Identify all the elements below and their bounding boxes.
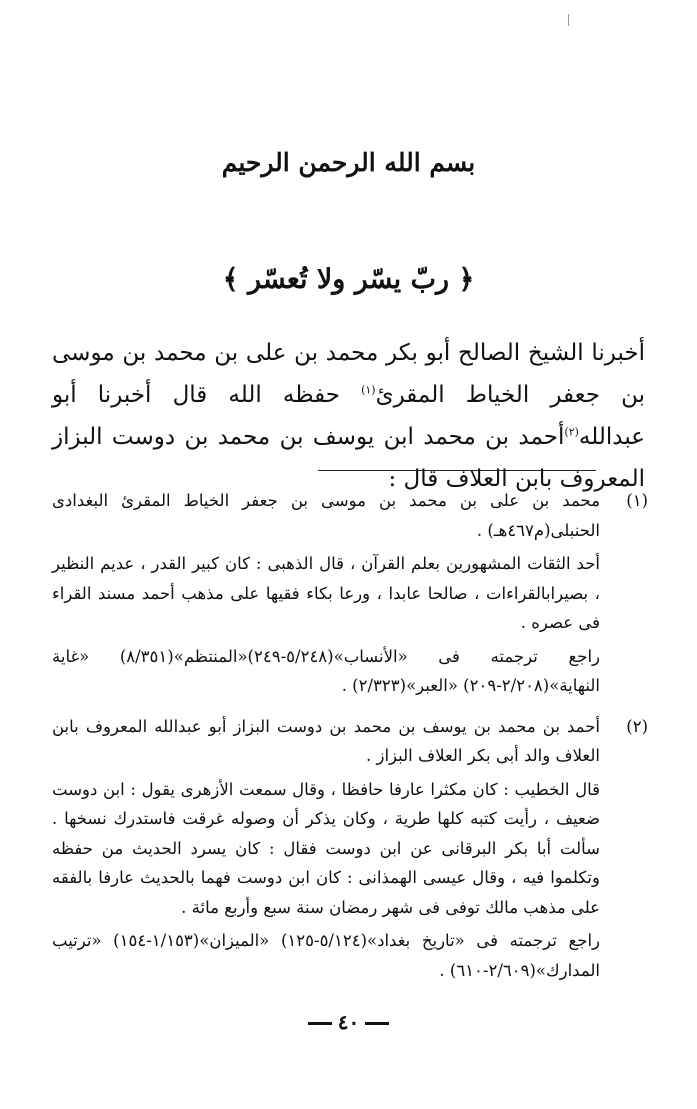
- footnote-paragraph: محمد بن على بن محمد بن موسى بن جعفر الخياط المقرئ البغدادى الحنبلى(م٤٦٧هـ) .: [52, 491, 600, 540]
- dash-decoration: [365, 1022, 389, 1025]
- footnotes: [52, 486, 648, 996]
- footnote-paragraph: قال الخطيب : كان مكثرا عارفا حافظا ، وقال سمعت الأزهرى يقول : ابن دوست ضعيف ، رأيت كتبه كلها طرية ، وكان يذكر أن وصوله غرقت فاستدرك نسخها . سألت أبا بكر البرقانى عن ابن دوست فقال : كان يسرد الحديث من حفظه وتكلموا فيه ، وقال عيسى الهمذانى : كان ابن دوست فهما بالحديث عارفا بالفقه على مذهب مالك توفى فى شهر رمضان سنة سبع وأربع مائة .: [52, 779, 600, 917]
- opening-supplication: ﴿ ربّ يسّر ولا تُعسّر ﴾: [222, 264, 475, 295]
- footnote-number: (١): [626, 491, 648, 510]
- main-text: [52, 332, 645, 500]
- main-text-part-1: أخبرنا الشيخ الصالح أبو بكر محمد بن على بن محمد بن موسى بن جعفر الخياط المقرئ: [52, 340, 646, 408]
- footnote-paragraph: راجع ترجمته فى «الأنساب»(٥/٢٤٨-٢٤٩)«المنتظم»(٨/٣٥١) «غاية النهاية»(٢/٢٠٨-٢٠٩) «العبر»(٢/٣٢٣) .: [52, 646, 600, 695]
- footnote-paragraph: راجع ترجمته فى «تاريخ بغداد»(٥/١٢٤-١٢٥) «الميزان»(١/١٥٣-١٥٤) «ترتيب المدارك»(٢/٦٠٩-٦١٠) .: [52, 931, 600, 980]
- footnote-separator: [318, 470, 596, 471]
- page-number: [0, 1010, 697, 1034]
- scan-mark: [568, 14, 569, 26]
- footnote-paragraph: أحمد بن محمد بن يوسف بن محمد بن دوست البزاز أبو عبدالله المعروف بابن العلاف والد أبى بكر العلاف البزاز .: [52, 716, 600, 765]
- footnote-body: [52, 712, 600, 990]
- footnote-ref-2: (٢): [564, 425, 579, 439]
- footnote-body: [52, 486, 600, 705]
- page-number-value: ٤٠: [337, 1010, 360, 1034]
- footnote-1: [52, 486, 648, 705]
- basmala-heading: بسم الله الرحمن الرحيم: [221, 148, 476, 177]
- footnote-2: [52, 712, 648, 990]
- main-text-part-2: حفظه الله قال أخبرنا أبو عبدالله: [52, 382, 645, 450]
- dash-decoration: [308, 1022, 332, 1025]
- footnote-ref-1: (١): [361, 383, 376, 397]
- main-text-part-3: أحمد بن محمد ابن يوسف بن محمد بن دوست البزاز المعروف بابن العلاف قال :: [52, 424, 645, 492]
- main-paragraph: [52, 332, 645, 500]
- footnote-paragraph: أحد الثقات المشهورين بعلم القرآن ، قال الذهبى : كان كبير القدر ، عديم النظير ، بصيرابالقراءات ، صالحا عابدا ، ورعا بكاء فقيها على مذهب أحمد مسند القراء فى عصره .: [52, 554, 600, 632]
- footnote-number: (٢): [626, 716, 648, 736]
